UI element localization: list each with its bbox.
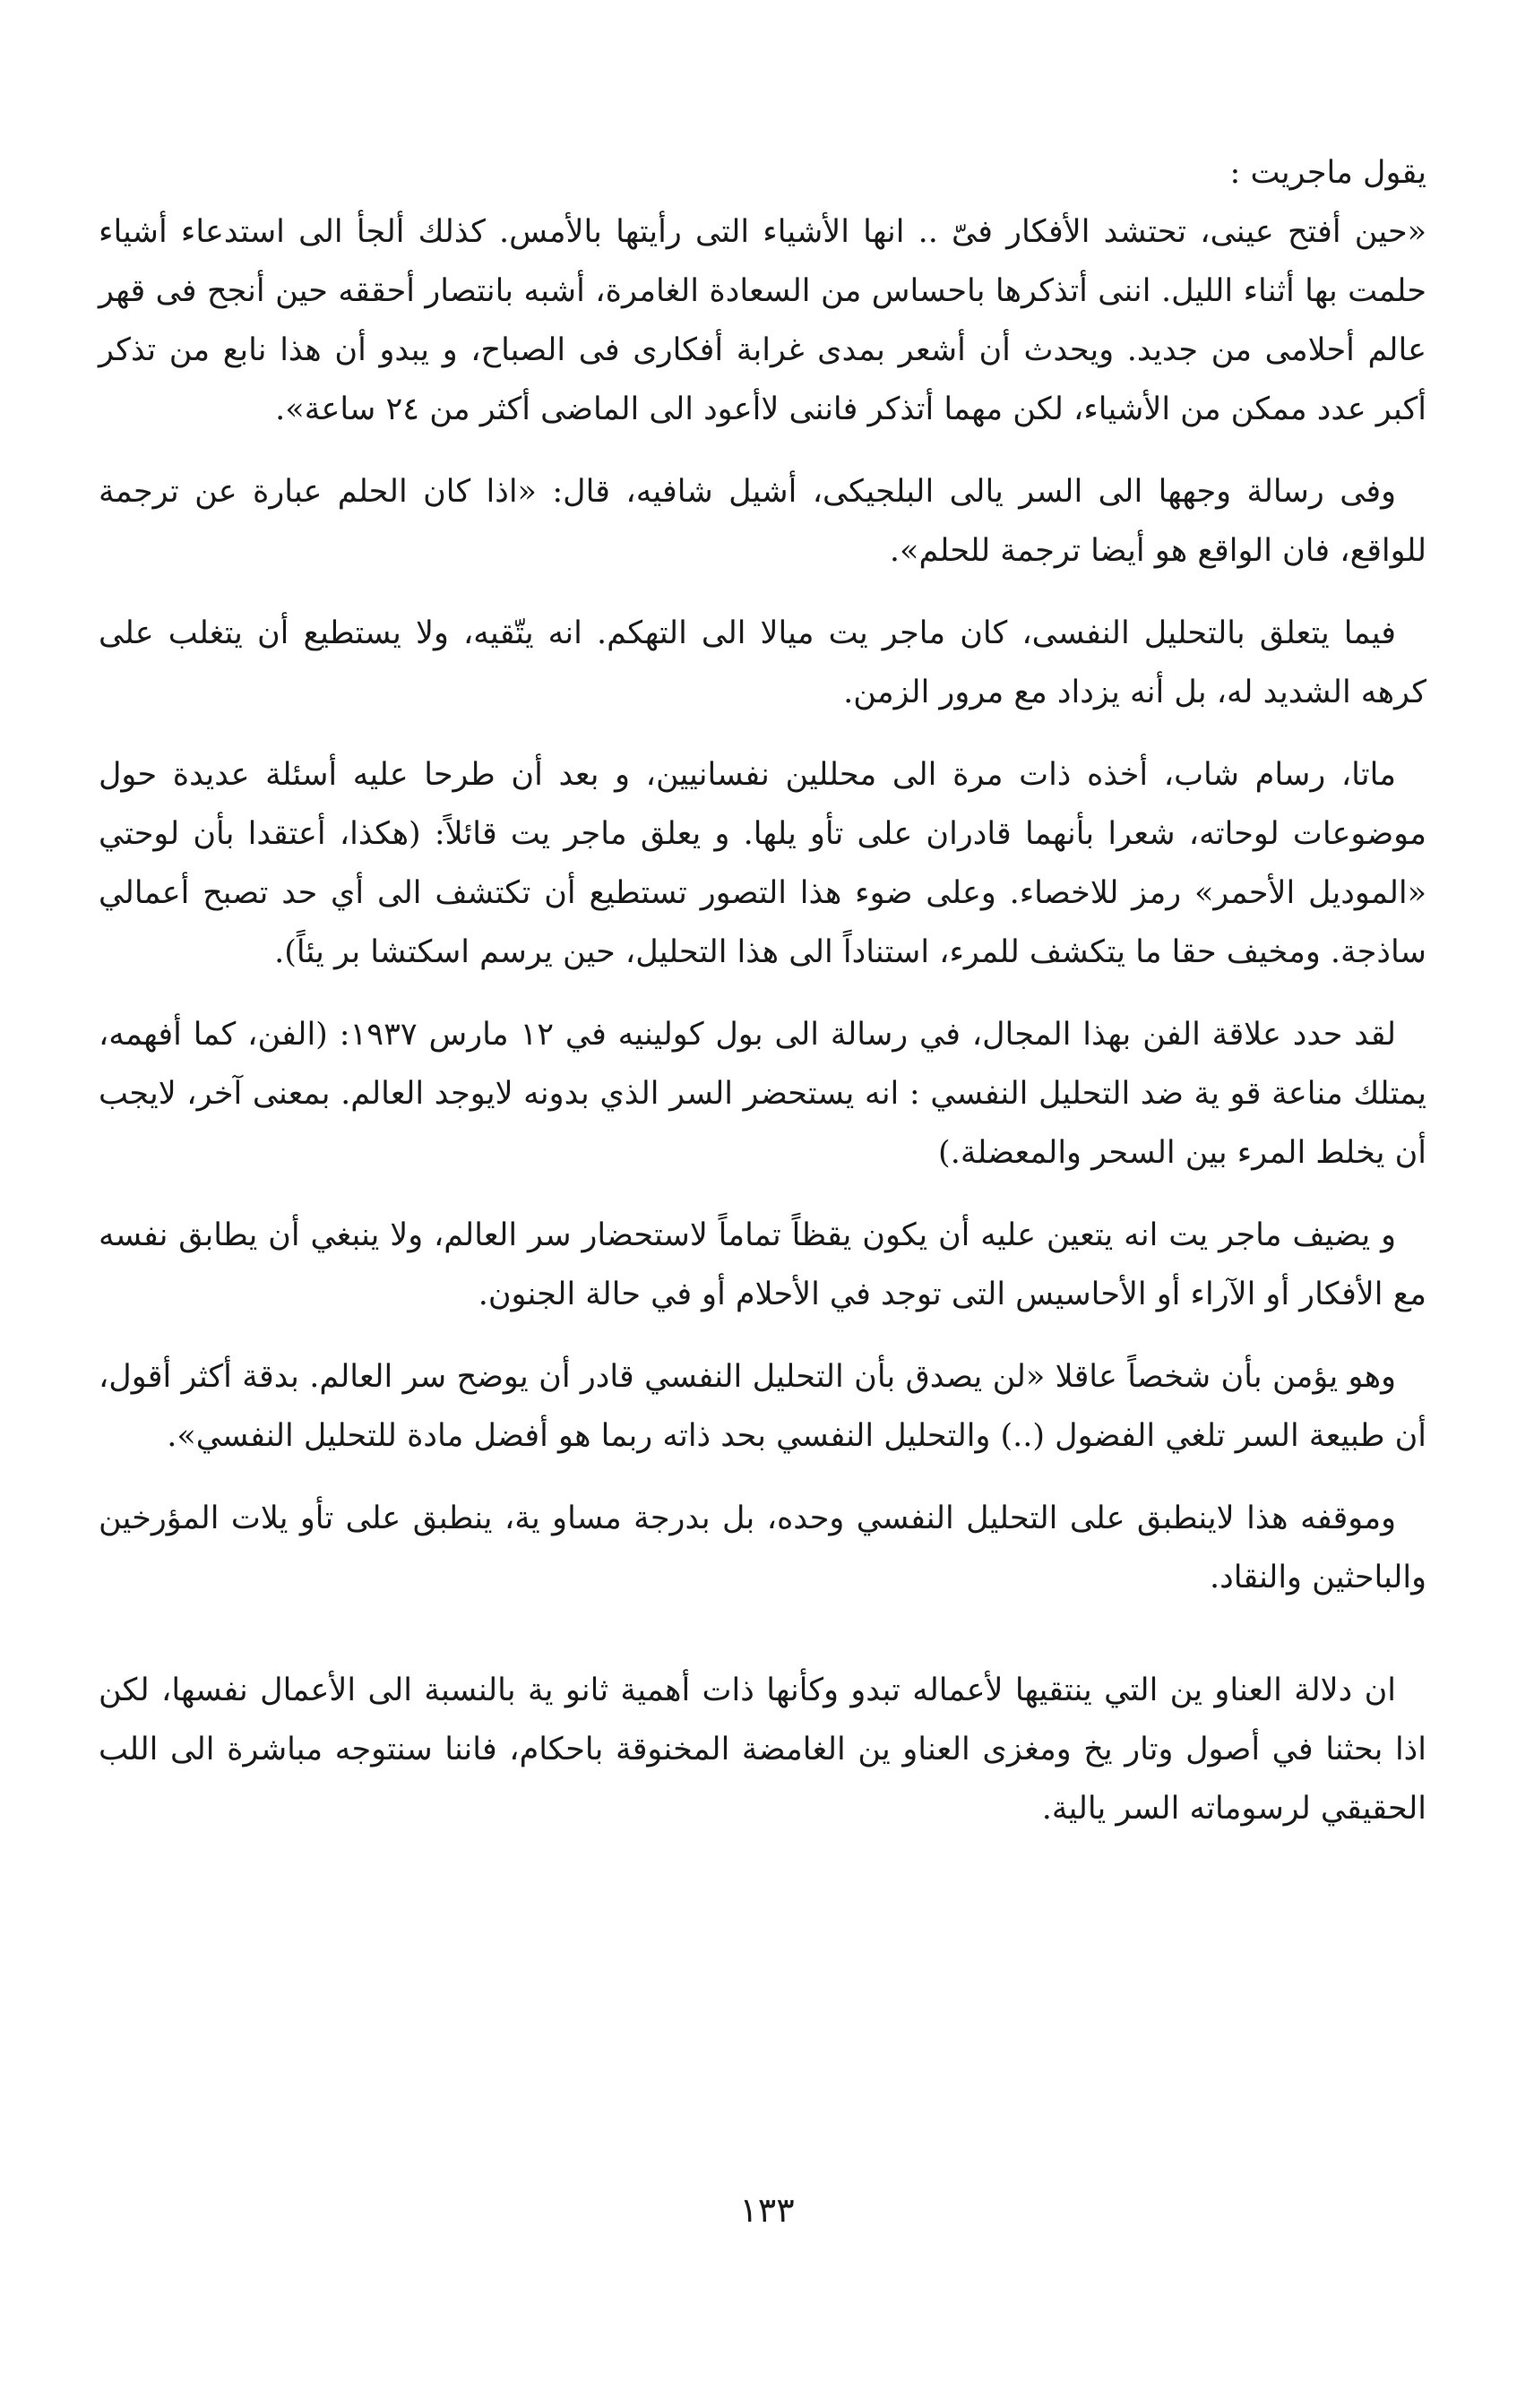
paragraph: و يضيف ماجر يت انه يتعين عليه أن يكون يقظاً تماماً لاستحضار سر العالم، ولا ينبغي أن يطابق نفسه مع الأفكار أو الآراء أو الأحاسيس التى توجد في الأحلام أو في حالة الجنون. bbox=[99, 1217, 1426, 1312]
paragraph: وهو يؤمن بأن شخصاً عاقلا «لن يصدق بأن التحليل النفسي قادر أن يوضح سر العالم. بدقة أكثر أقول، أن طبيعة السر تلغي الفضول (..) والتحليل النفسي بحد ذاته ربما هو أفضل مادة للتحليل النفسي». bbox=[99, 1359, 1426, 1454]
body-text bbox=[99, 143, 1426, 1862]
quote-paragraph: «حين أفتح عينى، تحتشد الأفكار فىّ .. انها الأشياء التى رأيتها بالأمس. كذلك ألجأ الى استدعاء أشياء حلمت بها أثناء الليل. اننى أتذكرها باحساس من السعادة الغامرة، أشبه بانتصار أحققه حين أنجح فى قهر عالم أحلامى من جديد. ويحدث أن أشعر بمدى غرابة أفكارى فى الصباح، و يبدو أن هذا نابع من تذكر أكبر عدد ممكن من الأشياء، لكن مهما أتذكر فاننى لاأعود الى الماضى أكثر من ٢٤ ساعة». bbox=[99, 214, 1427, 427]
page-number: ١٣٣ bbox=[739, 2190, 795, 2230]
paragraph: ان دلالة العناو ين التي ينتقيها لأعماله تبدو وكأنها ذات أهمية ثانو ية بالنسبة الى الأعمال نفسها، لكن اذا بحثنا في أصول وتار يخ ومغزى العناو ين الغامضة المخنوقة باحكام، فاننا سنتوجه مباشرة الى اللب الحقيقي لرسوماته السر يالية. bbox=[99, 1673, 1426, 1827]
paragraph: وموقفه هذا لاينطبق على التحليل النفسي وحده، بل بدرجة مساو ية، ينطبق على تأو يلات المؤرخين والباحثين والنقاد. bbox=[99, 1501, 1426, 1595]
paragraph: لقد حدد علاقة الفن بهذا المجال، في رسالة الى بول كولينيه في ١٢ مارس ١٩٣٧: (الفن، كما أفهمه، يمتلك مناعة قو ية ضد التحليل النفسي : انه يستحضر السر الذي بدونه لايوجد العالم. بمعنى آخر، لايجب أن يخلط المرء بين السحر والمعضلة.) bbox=[99, 1017, 1426, 1171]
paragraph: ماتا، رسام شاب، أخذه ذات مرة الى محللين نفسانيين، و بعد أن طرحا عليه أسئلة عديدة حول موضوعات لوحاته، شعرا بأنهما قادران على تأو يلها. و يعلق ماجر يت قائلاً: (هكذا، أعتقدا بأن لوحتي «الموديل الأحمر» رمز للاخصاء. وعلى ضوء هذا التصور تستطيع أن تكتشف الى أي حد تصبح أعمالي ساذجة. ومخيف حقا ما يتكشف للمرء، استناداً الى هذا التحليل، حين يرسم اسكتشا بر يئاً). bbox=[99, 757, 1426, 970]
intro-line: يقول ماجريت : bbox=[1229, 155, 1426, 191]
paragraph: وفى رسالة وجهها الى السر يالى البلجيكى، أشيل شافيه، قال: «اذا كان الحلم عبارة عن ترجمة للواقع، فان الواقع هو أيضا ترجمة للحلم». bbox=[99, 474, 1426, 569]
paragraph: فيما يتعلق بالتحليل النفسى، كان ماجر يت ميالا الى التهكم. انه يتّقيه، ولا يستطيع أن يتغلب على كرهه الشديد له، بل أنه يزداد مع مرور الزمن. bbox=[99, 615, 1426, 710]
